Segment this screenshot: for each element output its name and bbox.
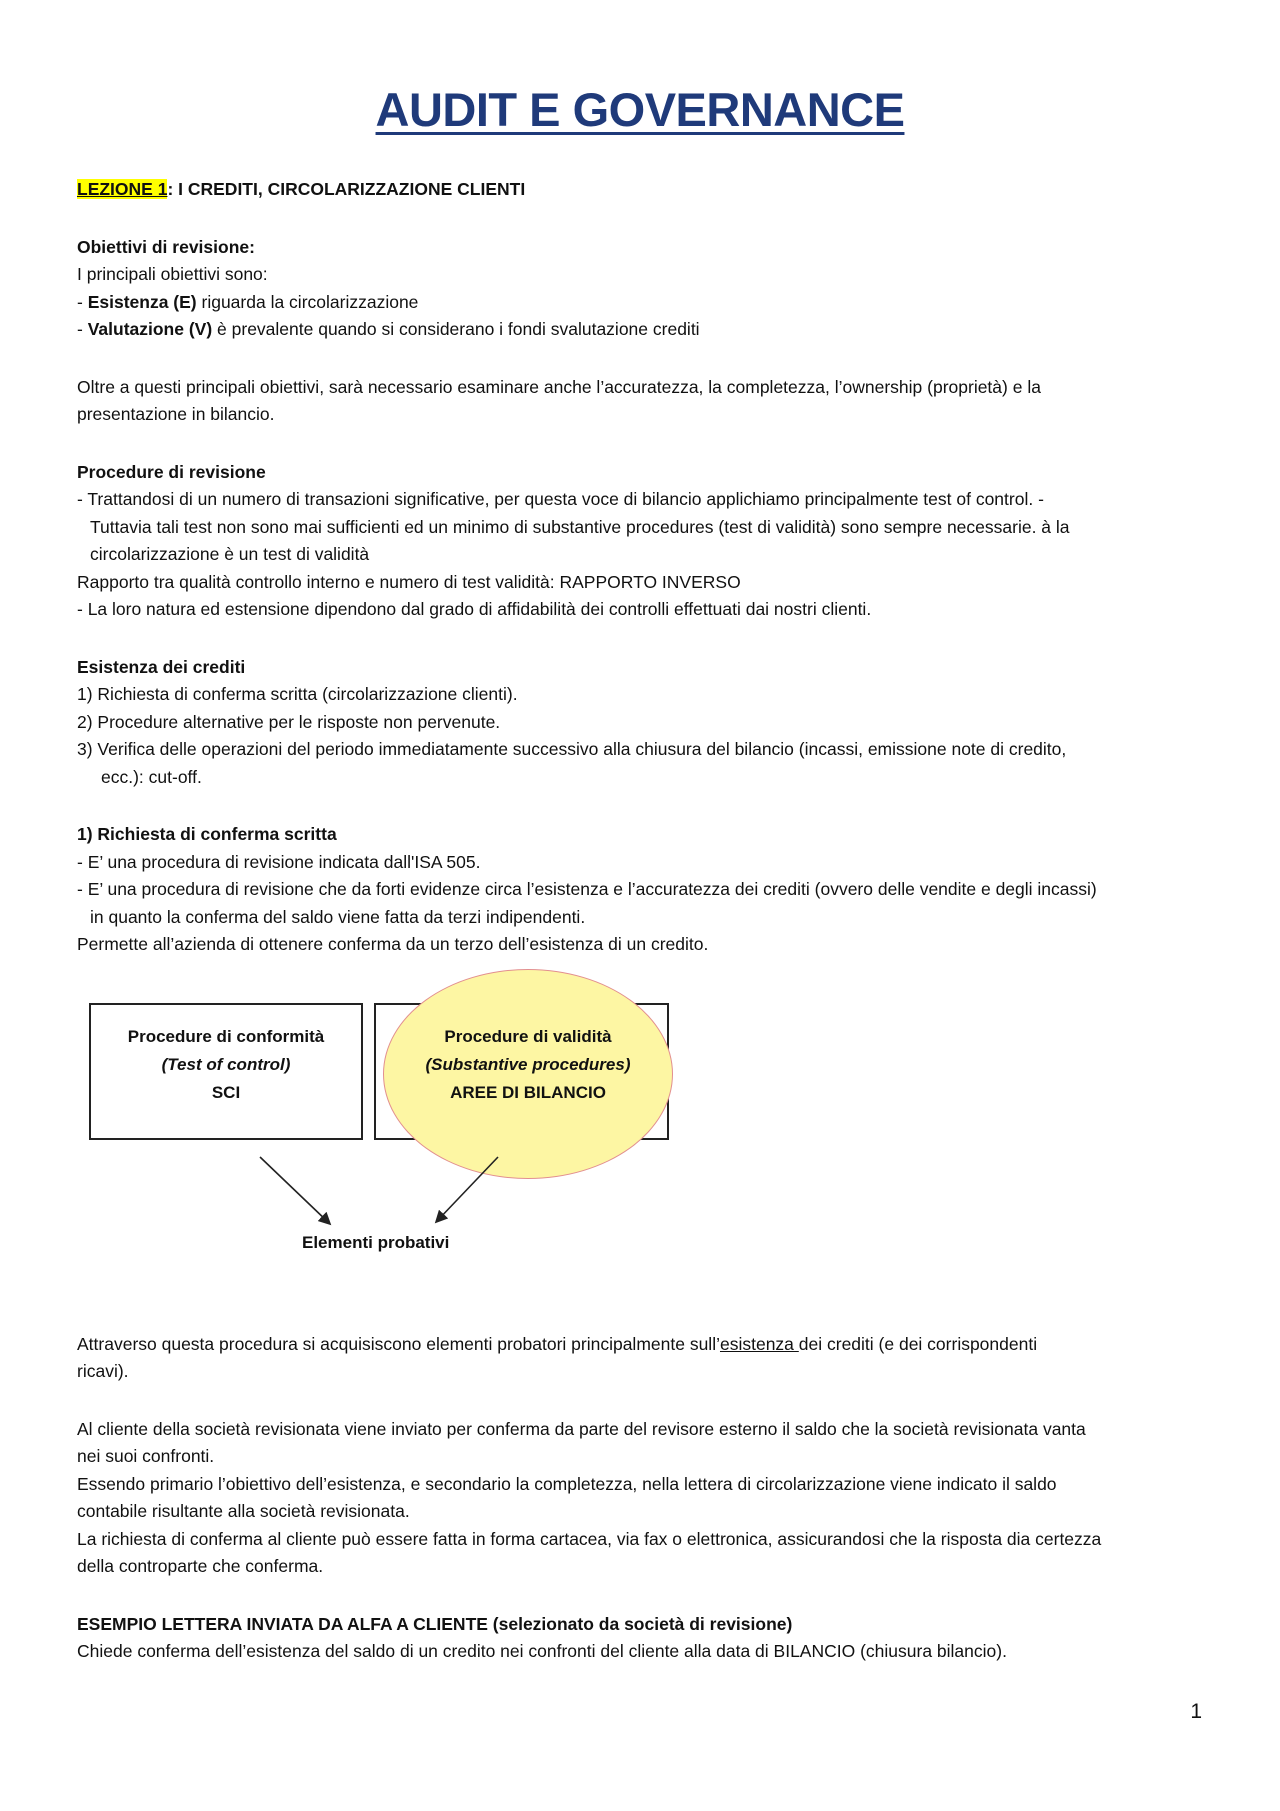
obiettivi-intro: I principali obiettivi sono: [77,264,268,284]
procedure-heading: Procedure di revisione [77,461,266,482]
procedure-line: - Trattandosi di un numero di transazioni significative, per questa voce di bilancio applichiamo principalmente test of control. - [77,489,1044,509]
cliente-line: contabile risultante alla società revisionata. [77,1501,410,1521]
esistenza-item: 1) Richiesta di conferma scritta (circolarizzazione clienti). [77,684,518,704]
richiesta-line: - E’ una procedura di revisione che da forti evidenze circa l’esistenza e l’accuratezza dei crediti (ovvero delle vendite e degli incassi) [77,879,1097,899]
esistenza-item: 3) Verifica delle operazioni del periodo immediatamente successivo alla chiusura del bilancio (incassi, emissione note di credito, [77,739,1067,759]
page-number: 1 [1190,1700,1202,1723]
cliente-line: della controparte che conferma. [77,1556,324,1576]
cliente-line: nei suoi confronti. [77,1446,215,1466]
richiesta-heading: 1) Richiesta di conferma scritta [77,824,337,844]
oltre-paragraph-line: Oltre a questi principali obiettivi, sarà necessario esaminare anche l’accuratezza, la completezza, l’ownership (proprietà) e la [77,376,1041,397]
attraverso-line: ricavi). [77,1361,129,1381]
procedures-diagram [77,959,1227,1331]
obiettivi-item-2: - Valutazione (V) è prevalente quando si considerano i fondi svalutazione crediti [77,319,700,339]
diagram-arrows [77,959,697,1331]
esempio-heading: ESEMPIO LETTERA INVIATA DA ALFA A CLIENTE (selezionato da società di revisione) [77,1613,793,1634]
document-body [77,176,1227,1666]
procedure-line: circolarizzazione è un test di validità [90,544,370,564]
elementi-probativi-label: Elementi probativi [302,1232,450,1252]
document-title: AUDIT E GOVERNANCE [375,83,905,136]
arrow-right-icon [437,1157,498,1221]
procedure-line: Tuttavia tali test non sono mai sufficienti ed un minimo di substantive procedures (test di validità) sono sempre necessarie. à la [90,516,1070,537]
validity-box-text: Procedure di validità (Substantive procedures) AREE DI BILANCIO [425,1026,631,1102]
oltre-paragraph-line: presentazione in bilancio. [77,404,275,424]
arrow-left-icon [260,1157,329,1223]
procedure-line: - La loro natura ed estensione dipendono dal grado di affidabilità dei controlli effettuati dai nostri clienti. [77,599,872,619]
attraverso-line: Attraverso questa procedura si acquisiscono elementi probatori principalmente sull’esistenza dei crediti (e dei corrispondenti [77,1333,1038,1354]
esistenza-item: ecc.): cut-off. [101,766,202,787]
esistenza-item: 2) Procedure alternative per le risposte non pervenute. [77,711,501,732]
conformity-box-text: Procedure di conformità (Test of control) SCI [127,1026,325,1102]
esempio-line: Chiede conferma dell’esistenza del saldo di un credito nei confronti del cliente alla data di BILANCIO (chiusura bilancio). [77,1641,1007,1661]
lesson-heading: LEZIONE 1: I CREDITI, CIRCOLARIZZAZIONE CLIENTI [77,179,526,199]
richiesta-line: Permette all’azienda di ottenere conferma da un terzo dell’esistenza di un credito. [77,934,709,954]
esistenza-heading: Esistenza dei crediti [77,656,246,677]
procedure-line: Rapporto tra qualità controllo interno e numero di test validità: RAPPORTO INVERSO [77,571,741,592]
lesson-label: LEZIONE 1 [77,179,168,199]
cliente-line: La richiesta di conferma al cliente può essere fatta in forma cartacea, via fax o elettronica, assicurandosi che la risposta dia certezza [77,1528,1102,1549]
richiesta-line: in quanto la conferma del saldo viene fatta da terzi indipendenti. [90,906,586,927]
richiesta-line: - E’ una procedura di revisione indicata dall'ISA 505. [77,851,481,872]
obiettivi-item-1: - Esistenza (E) riguarda la circolarizzazione [77,291,419,312]
obiettivi-heading: Obiettivi di revisione: [77,236,255,257]
cliente-line: Essendo primario l’obiettivo dell’esistenza, e secondario la completezza, nella lettera di circolarizzazione viene indicato il saldo [77,1473,1057,1494]
cliente-line: Al cliente della società revisionata viene inviato per conferma da parte del revisore esterno il saldo che la società revisionata vanta [77,1418,1086,1439]
